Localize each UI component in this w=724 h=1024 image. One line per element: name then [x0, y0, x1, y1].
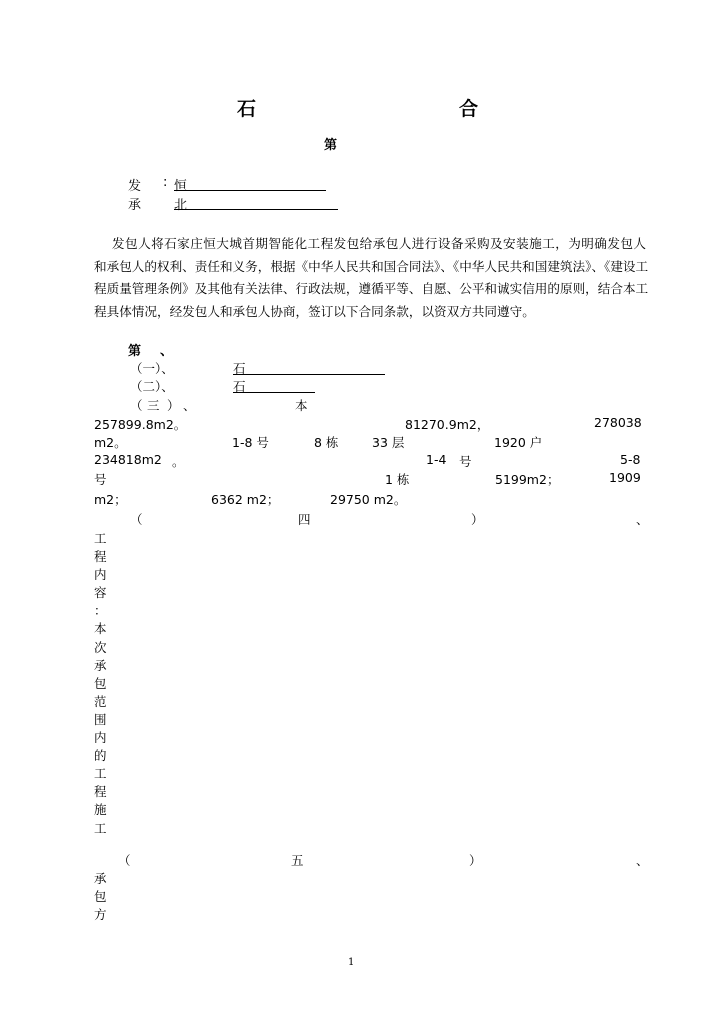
item3-l2-b: 1-8 号 — [232, 435, 269, 450]
employer-label: 发 — [128, 179, 142, 194]
item3-close-paren: ） — [167, 398, 180, 413]
item1-value: 石 — [233, 361, 246, 376]
item3-l1-c: 278038 — [594, 415, 642, 430]
item3-l3-a: 234818m2 — [94, 452, 162, 467]
article1-heading: 第 — [128, 344, 142, 359]
item2-value: 石 — [233, 379, 246, 394]
item5-vertical-text — [94, 870, 107, 924]
item3-l1-b: 81270.9m2， — [405, 417, 490, 432]
preamble-line-4: 程具体情况，经发包人和承包人协商，签订以下合同条款，以资双方共同遵守。 — [94, 303, 535, 319]
item3-l3-b: 。 — [172, 454, 185, 469]
item2-number: （二）、 — [130, 379, 174, 394]
item1-number: （一）、 — [130, 361, 174, 376]
item5-open-paren: （ — [118, 853, 131, 868]
item3-l2-c: 8 栋 — [314, 435, 339, 450]
item4-char: 承 — [94, 657, 107, 673]
item3-l2-a: m2。 — [94, 435, 127, 450]
title-left-char: 石 — [237, 98, 257, 120]
preamble-line-2: 和承包人的权利、责任和义务，根据《中华人民共和国合同法》、《中华人民共和国建筑法》、《建设工 — [94, 258, 649, 274]
item4-char: 围 — [94, 711, 107, 727]
employer-colon: : — [163, 175, 168, 190]
item4-char: 工 — [94, 531, 107, 546]
item3-open-paren: （ — [130, 398, 143, 413]
item5-separator: 、 — [636, 853, 649, 868]
item4-separator: 、 — [636, 512, 649, 527]
item1-underline — [233, 374, 385, 375]
contractor-label: 承 — [128, 198, 142, 213]
page-number: 1 — [348, 957, 355, 968]
item3-l3-d: 号 — [459, 454, 472, 469]
employer-underline — [174, 190, 326, 191]
article1-heading-mark: 、 — [160, 344, 174, 359]
preamble-paragraph — [94, 233, 649, 323]
item4-char: 容 — [94, 585, 107, 601]
item3-l4-a: 号 — [94, 472, 107, 487]
item4-char: 次 — [94, 639, 107, 655]
item4-char: 程 — [94, 784, 107, 800]
item5-char: 包 — [94, 889, 107, 905]
item3-l4-b: 1 栋 — [385, 472, 410, 487]
item3-l2-e: 1920 户 — [494, 435, 543, 450]
contractor-underline — [174, 209, 338, 210]
item4-open-paren: （ — [130, 512, 143, 527]
employer-value: 恒 — [174, 179, 188, 194]
item3-l5-b: 6362 m2； — [211, 492, 280, 507]
preamble-line-3: 程质量管理条例》及其他有关法律、行政法规，遵循平等、自愿、公平和诚实信用的原则，结合本工 — [94, 281, 649, 296]
contractor-value: 北 — [174, 198, 188, 213]
item4-close-paren: ） — [471, 512, 484, 527]
item3-l4-c: 5199m2； — [495, 472, 560, 487]
item3-l4-d: 1909 — [609, 470, 641, 485]
item5-number: 五 — [291, 853, 304, 868]
item4-number: 四 — [298, 512, 311, 527]
item3-separator: 、 — [183, 398, 196, 413]
item5-close-paren: ） — [469, 853, 482, 868]
item4-char: ： — [94, 603, 107, 619]
title-right-char: 合 — [459, 98, 479, 120]
item4-char: 工 — [94, 820, 107, 836]
item3-l5-a: m2； — [94, 492, 127, 507]
item4-char: 范 — [94, 693, 107, 709]
item4-char: 程 — [94, 549, 107, 565]
item3-l1-a: 257899.8m2。 — [94, 417, 187, 432]
item3-number: 三 — [147, 398, 160, 413]
preamble-line-1: 发包人将石家庄恒大城首期智能化工程发包给承包人进行设备采购及安装施工，为明确发包人 — [112, 236, 646, 251]
subtitle: 第 — [324, 138, 338, 153]
item3-word: 本 — [295, 398, 308, 413]
item2-underline — [233, 392, 315, 393]
item4-vertical-text — [94, 530, 107, 838]
item3-l5-c: 29750 m2。 — [330, 492, 407, 507]
item3-l2-d: 33 层 — [372, 435, 405, 450]
item5-char: 方 — [94, 907, 107, 923]
item4-char: 内 — [94, 567, 107, 583]
item4-char: 包 — [94, 675, 107, 691]
item4-char: 本 — [94, 621, 107, 637]
item4-char: 的 — [94, 748, 107, 764]
item5-char: 承 — [94, 871, 107, 886]
item4-char: 内 — [94, 730, 107, 746]
item4-char: 施 — [94, 802, 107, 818]
item3-l3-e: 5-8 — [620, 452, 641, 467]
item4-char: 工 — [94, 766, 107, 782]
item3-l3-c: 1-4 — [426, 452, 447, 467]
